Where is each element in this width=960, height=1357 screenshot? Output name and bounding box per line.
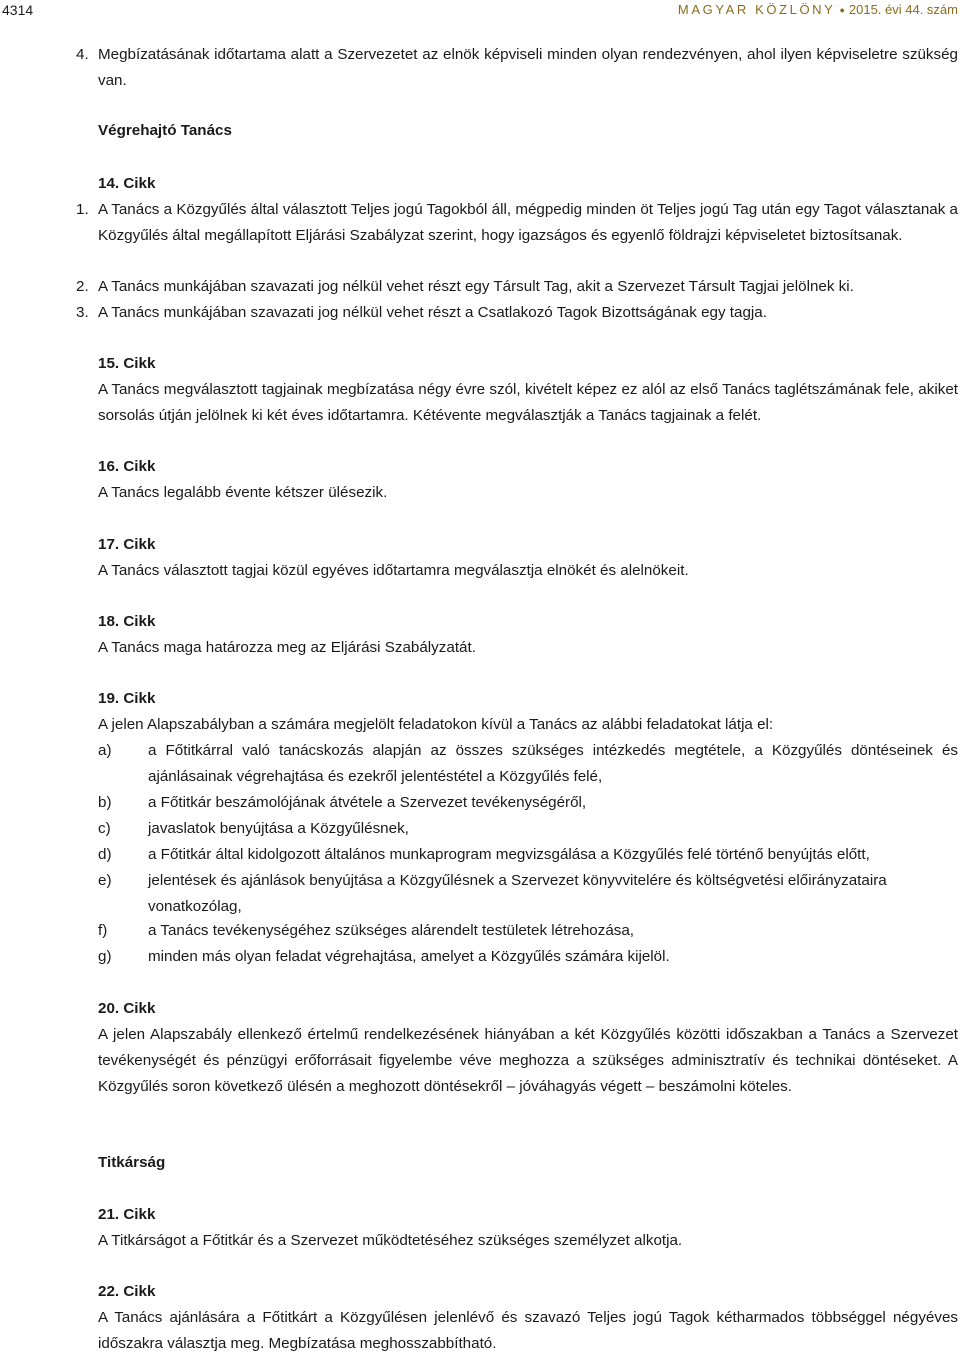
article-19-heading: 19. Cikk — [98, 690, 156, 707]
art22-text: A Tanács ajánlására a Főtitkárt a Közgyűlésen jelenlévő és szavazó Teljes jogú Tagok kétharmados többséggel négyéves időszakra választja meg. Megbízatása meghosszabbítható. — [98, 1309, 958, 1352]
list-item-letter: c) — [98, 820, 111, 837]
list-item-letter: g) — [98, 948, 112, 965]
list-item: a Főtitkárral való tanácskozás alapján az összes szükséges intézkedés megtétele, a Közgyűlés döntéseinek és ajánlásainak végrehajtása és ezekről jelentéstétel a Közgyűlés felé, — [148, 742, 958, 785]
section-heading-titkarsag: Titkárság — [98, 1154, 166, 1171]
list-item: a Főtitkár beszámolójának átvétele a Szervezet tevékenységéről, — [148, 794, 587, 811]
article-14-heading: 14. Cikk — [98, 175, 156, 192]
section-heading-vegrehajto: Végrehajtó Tanács — [98, 122, 232, 139]
article-21-heading: 21. Cikk — [98, 1206, 156, 1223]
list-item-letter: e) — [98, 872, 112, 889]
intro-number: 4. — [76, 46, 89, 63]
article-22-heading: 22. Cikk — [98, 1283, 156, 1300]
issue-label: 2015. évi 44. szám — [848, 2, 958, 17]
art17-text: A Tanács választott tagjai közül egyéves időtartamra megválasztja elnökét és alelnökeit. — [98, 562, 689, 579]
list-item-letter: b) — [98, 794, 112, 811]
publication-title: MAGYAR KÖZLÖNY — [677, 2, 836, 17]
art14-p3-number: 3. — [76, 304, 89, 321]
list-item: minden más olyan feladat végrehajtása, amelyet a Közgyűlés számára kijelöl. — [148, 948, 670, 965]
list-item: a Tanács tevékenységéhez szükséges alárendelt testületek létrehozása, — [148, 922, 635, 939]
running-header — [678, 2, 958, 17]
list-item-letter: a) — [98, 742, 112, 759]
list-item-letter: f) — [98, 922, 108, 939]
article-18-heading: 18. Cikk — [98, 613, 156, 630]
list-item: javaslatok benyújtása a Közgyűlésnek, — [148, 820, 409, 837]
art14-p1: A Tanács a Közgyűlés által választott Teljes jogú Tagokból áll, mégpedig minden öt Teljes jogú Tag után egy Tagot választanak a Közgyűlés által megállapított Eljárási Szabályzat szerint, hogy igazságos és egyenlő földrajzi képviseletet biztosítsanak. — [98, 201, 958, 244]
list-item: jelentések és ajánlások benyújtása a Közgyűlésnek a Szervezet könyvvitelére és költségvetési előirányzataira vonatkozólag, — [148, 872, 887, 915]
art19-intro: A jelen Alapszabályban a számára megjelölt feladatokon kívül a Tanács az alábbi feladatokat látja el: — [98, 716, 774, 733]
art21-text: A Titkárságot a Főtitkár és a Szervezet működtetéséhez szükséges személyzet alkotja. — [98, 1232, 683, 1249]
article-16-heading: 16. Cikk — [98, 458, 156, 475]
article-20-heading: 20. Cikk — [98, 1000, 156, 1017]
bullet-separator-icon: ● — [839, 5, 845, 15]
article-17-heading: 17. Cikk — [98, 536, 156, 553]
page-number: 4314 — [2, 2, 34, 18]
art16-text: A Tanács legalább évente kétszer ülésezik. — [98, 484, 388, 501]
art15-text: A Tanács megválasztott tagjainak megbízatása négy évre szól, kivételt képez ez alól az első Tanács taglétszámának fele, akiket sorsolás útján jelölnek ki két éves időtartamra. Kétévente megválasztják a Tanács tagjainak a felét. — [98, 381, 958, 424]
intro-paragraph: Megbízatásának időtartama alatt a Szervezetet az elnök képviseli minden olyan rendezvényen, ahol ilyen képviseletre szükség van. — [98, 46, 958, 89]
list-item-letter: d) — [98, 846, 112, 863]
art14-p3: A Tanács munkájában szavazati jog nélkül vehet részt a Csatlakozó Tagok Bizottságának egy tagja. — [98, 304, 767, 321]
art14-p1-number: 1. — [76, 201, 89, 218]
art14-p2-number: 2. — [76, 278, 89, 295]
list-item: a Főtitkár által kidolgozott általános munkaprogram megvizsgálása a Közgyűlés felé történő benyújtás előtt, — [148, 846, 870, 863]
art14-p2: A Tanács munkájában szavazati jog nélkül vehet részt egy Társult Tag, akit a Szervezet Társult Tagjai jelölnek ki. — [98, 278, 854, 295]
art18-text: A Tanács maga határozza meg az Eljárási Szabályzatát. — [98, 639, 476, 656]
article-15-heading: 15. Cikk — [98, 355, 156, 372]
art20-text: A jelen Alapszabály ellenkező értelmű rendelkezésének hiányában a két Közgyűlés közötti időszakban a Tanács a Szervezet tevékenységét és pénzügyi erőforrásait figyelembe véve meghozza a szükséges adminisztratív és technikai döntéseket. A Közgyűlés soron következő ülésén a meghozott döntésekről – jóváhagyás végett – beszámolni köteles. — [98, 1026, 958, 1095]
